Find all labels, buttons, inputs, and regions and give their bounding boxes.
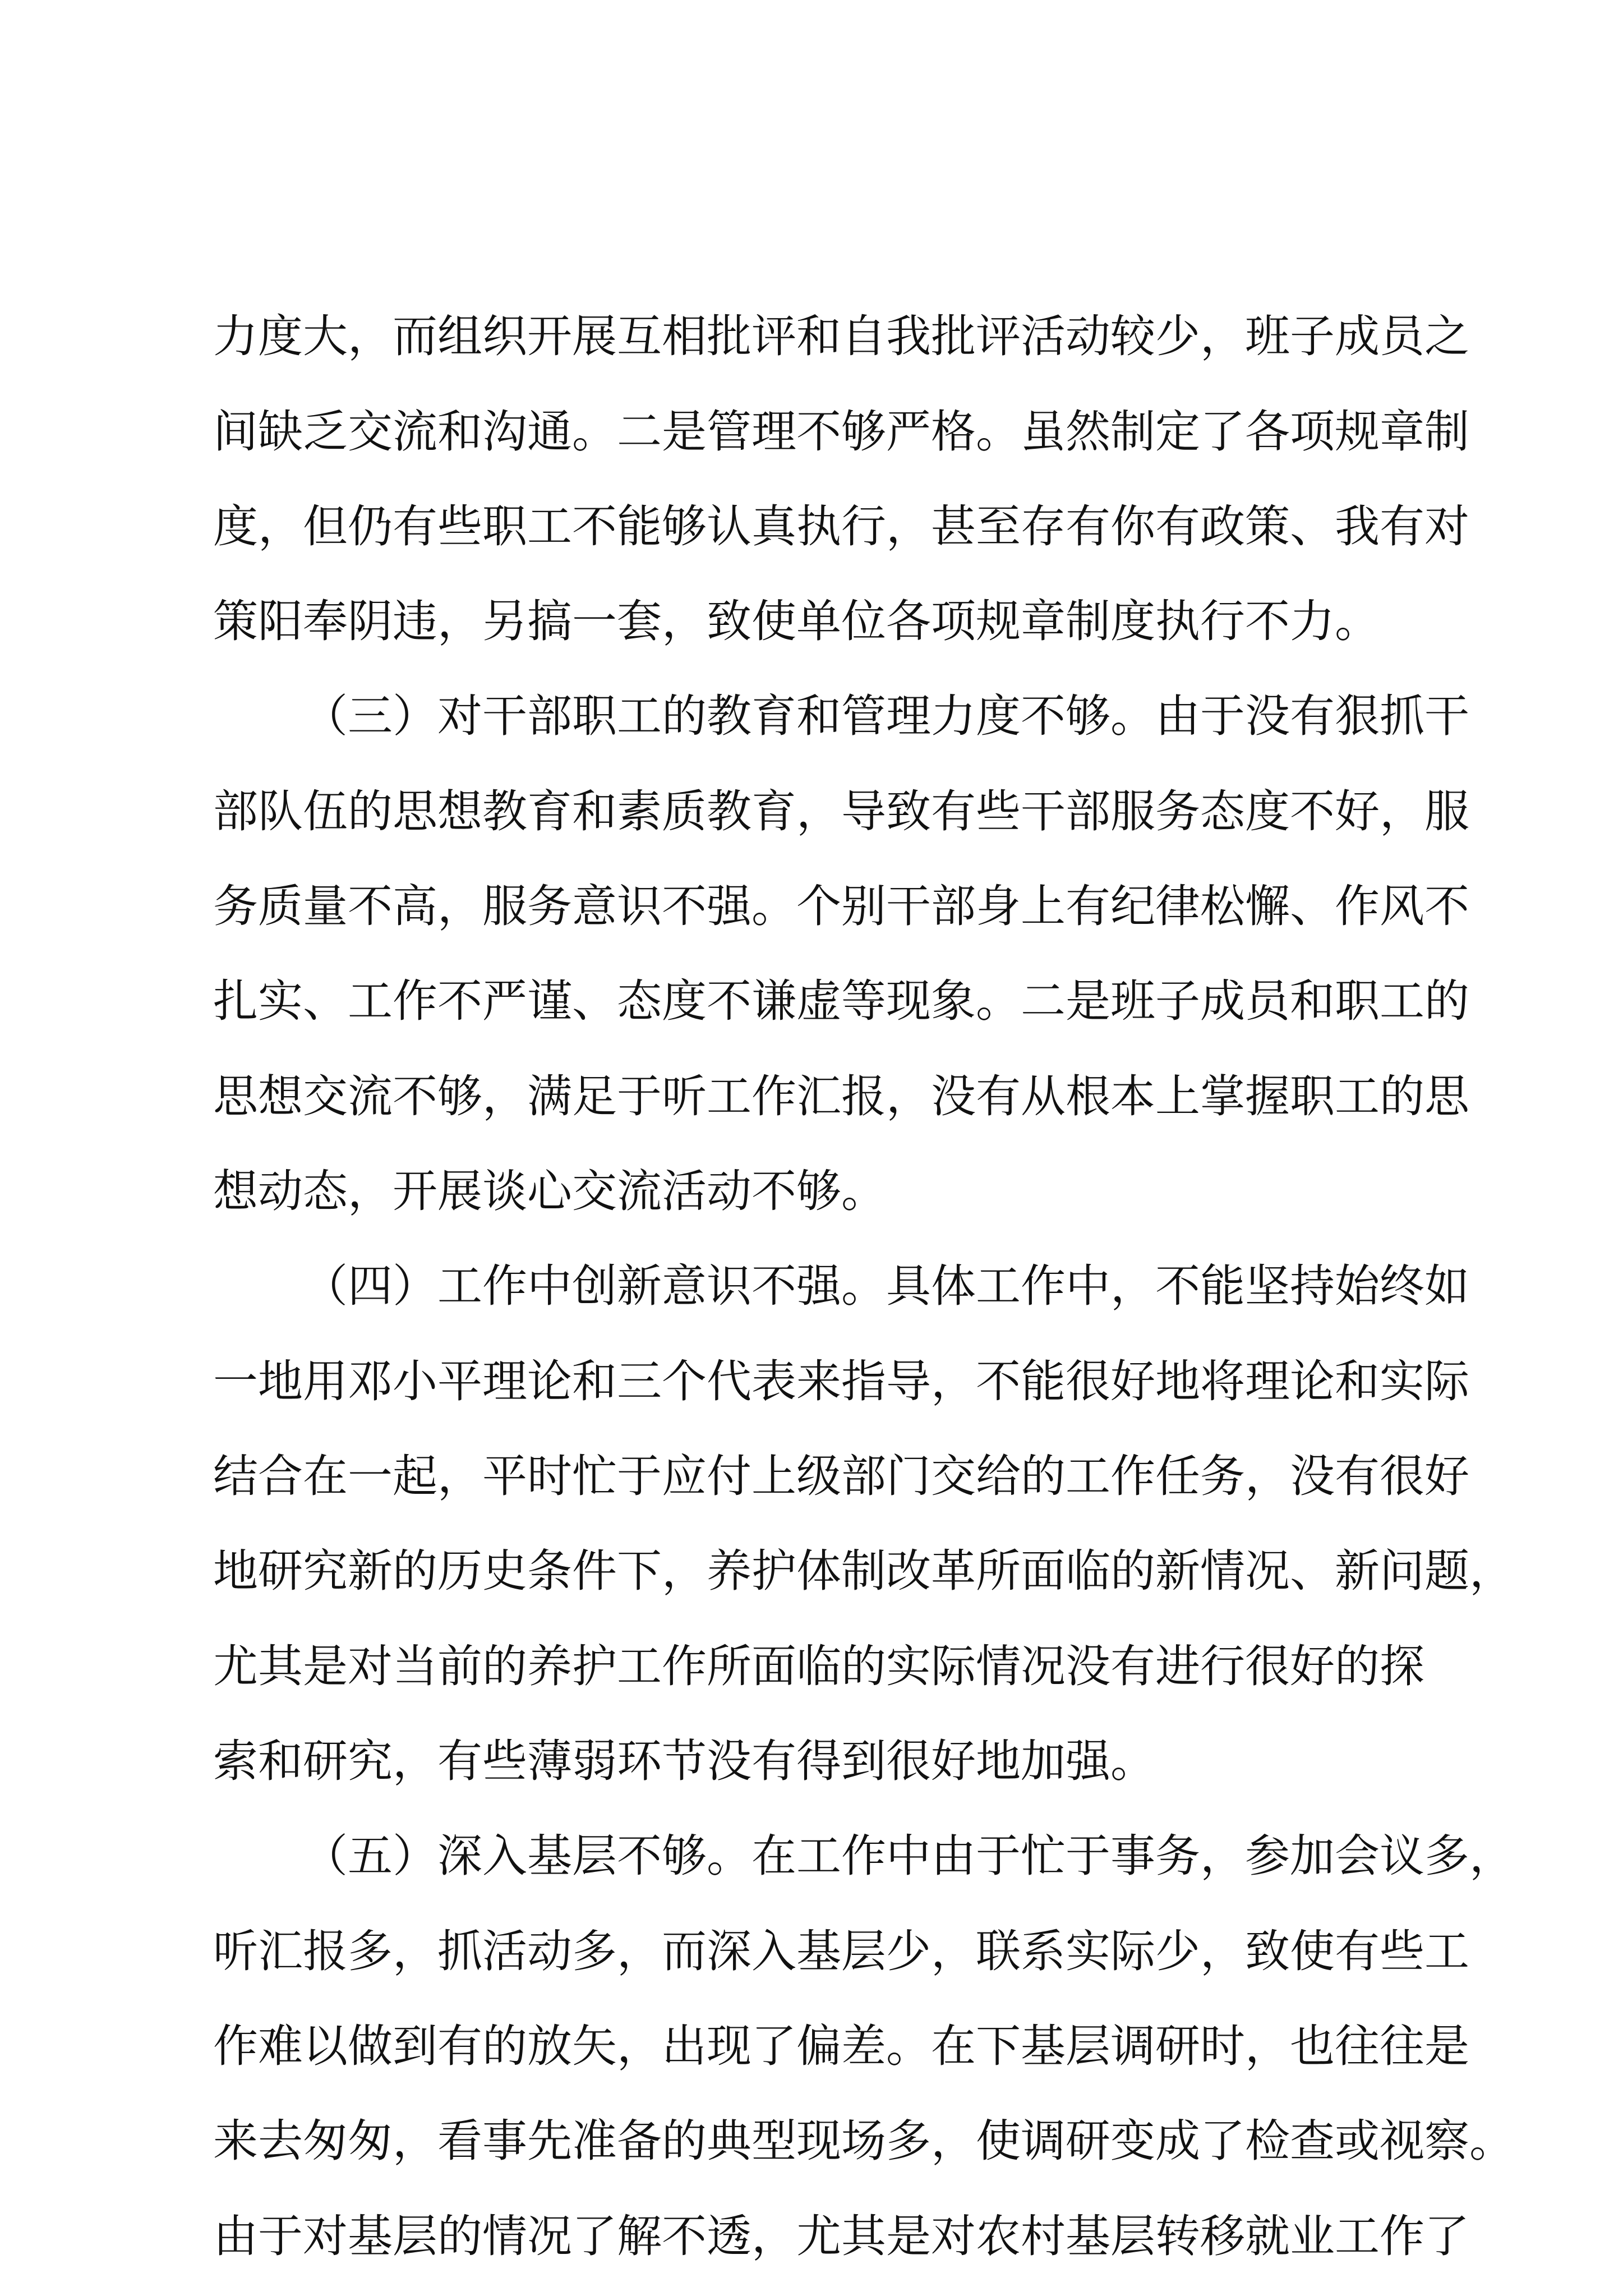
text-line: 扎实、工作不严谨、态度不谦虚等现象。二是班子成员和职工的: [213, 975, 1469, 1027]
text-line: 由于对基层的情况了解不透，尤其是对农村基层转移就业工作了: [213, 2210, 1469, 2262]
text-line: 来去匆匆，看事先准备的典型现场多，使调研变成了检查或视察。: [213, 2115, 1514, 2167]
text-line: 听汇报多，抓活动多，而深入基层少，联系实际少，致使有些工: [213, 1925, 1469, 1977]
text-line: 地研究新的历史条件下，养护体制改革所面临的新情况、新问题，: [213, 1545, 1514, 1597]
text-line: 务质量不高，服务意识不强。个别干部身上有纪律松懈、作风不: [213, 880, 1469, 932]
text-line: 尤其是对当前的养护工作所面临的实际情况没有进行很好的探: [213, 1640, 1424, 1692]
paragraph-first-line: （五）深入基层不够。在工作中由于忙于事务，参加会议多，: [303, 1830, 1514, 1882]
paragraph-first-line: （四）工作中创新意识不强。具体工作中，不能坚持始终如: [303, 1260, 1469, 1312]
text-line: 想动态，开展谈心交流活动不够。: [213, 1165, 886, 1217]
text-line: 间缺乏交流和沟通。二是管理不够严格。虽然制定了各项规章制: [213, 406, 1469, 458]
text-line: 结合在一起，平时忙于应付上级部门交给的工作任务，没有很好: [213, 1450, 1469, 1502]
paragraph-first-line: （三）对干部职工的教育和管理力度不够。由于没有狠抓干: [303, 690, 1469, 742]
text-line: 部队伍的思想教育和素质教育，导致有些干部服务态度不好，服: [213, 785, 1469, 838]
text-line: 力度大，而组织开展互相批评和自我批评活动较少，班子成员之: [213, 310, 1469, 362]
text-line: 度，但仍有些职工不能够认真执行，甚至存有你有政策、我有对: [213, 500, 1469, 553]
text-line: 策阳奉阴违，另搞一套，致使单位各项规章制度执行不力。: [213, 595, 1380, 647]
text-line: 一地用邓小平理论和三个代表来指导，不能很好地将理论和实际: [213, 1355, 1469, 1407]
text-line: 思想交流不够，满足于听工作汇报，没有从根本上掌握职工的思: [213, 1070, 1469, 1122]
text-line: 索和研究，有些薄弱环节没有得到很好地加强。: [213, 1735, 1155, 1787]
text-line: 作难以做到有的放矢，出现了偏差。在下基层调研时，也往往是: [213, 2020, 1469, 2072]
